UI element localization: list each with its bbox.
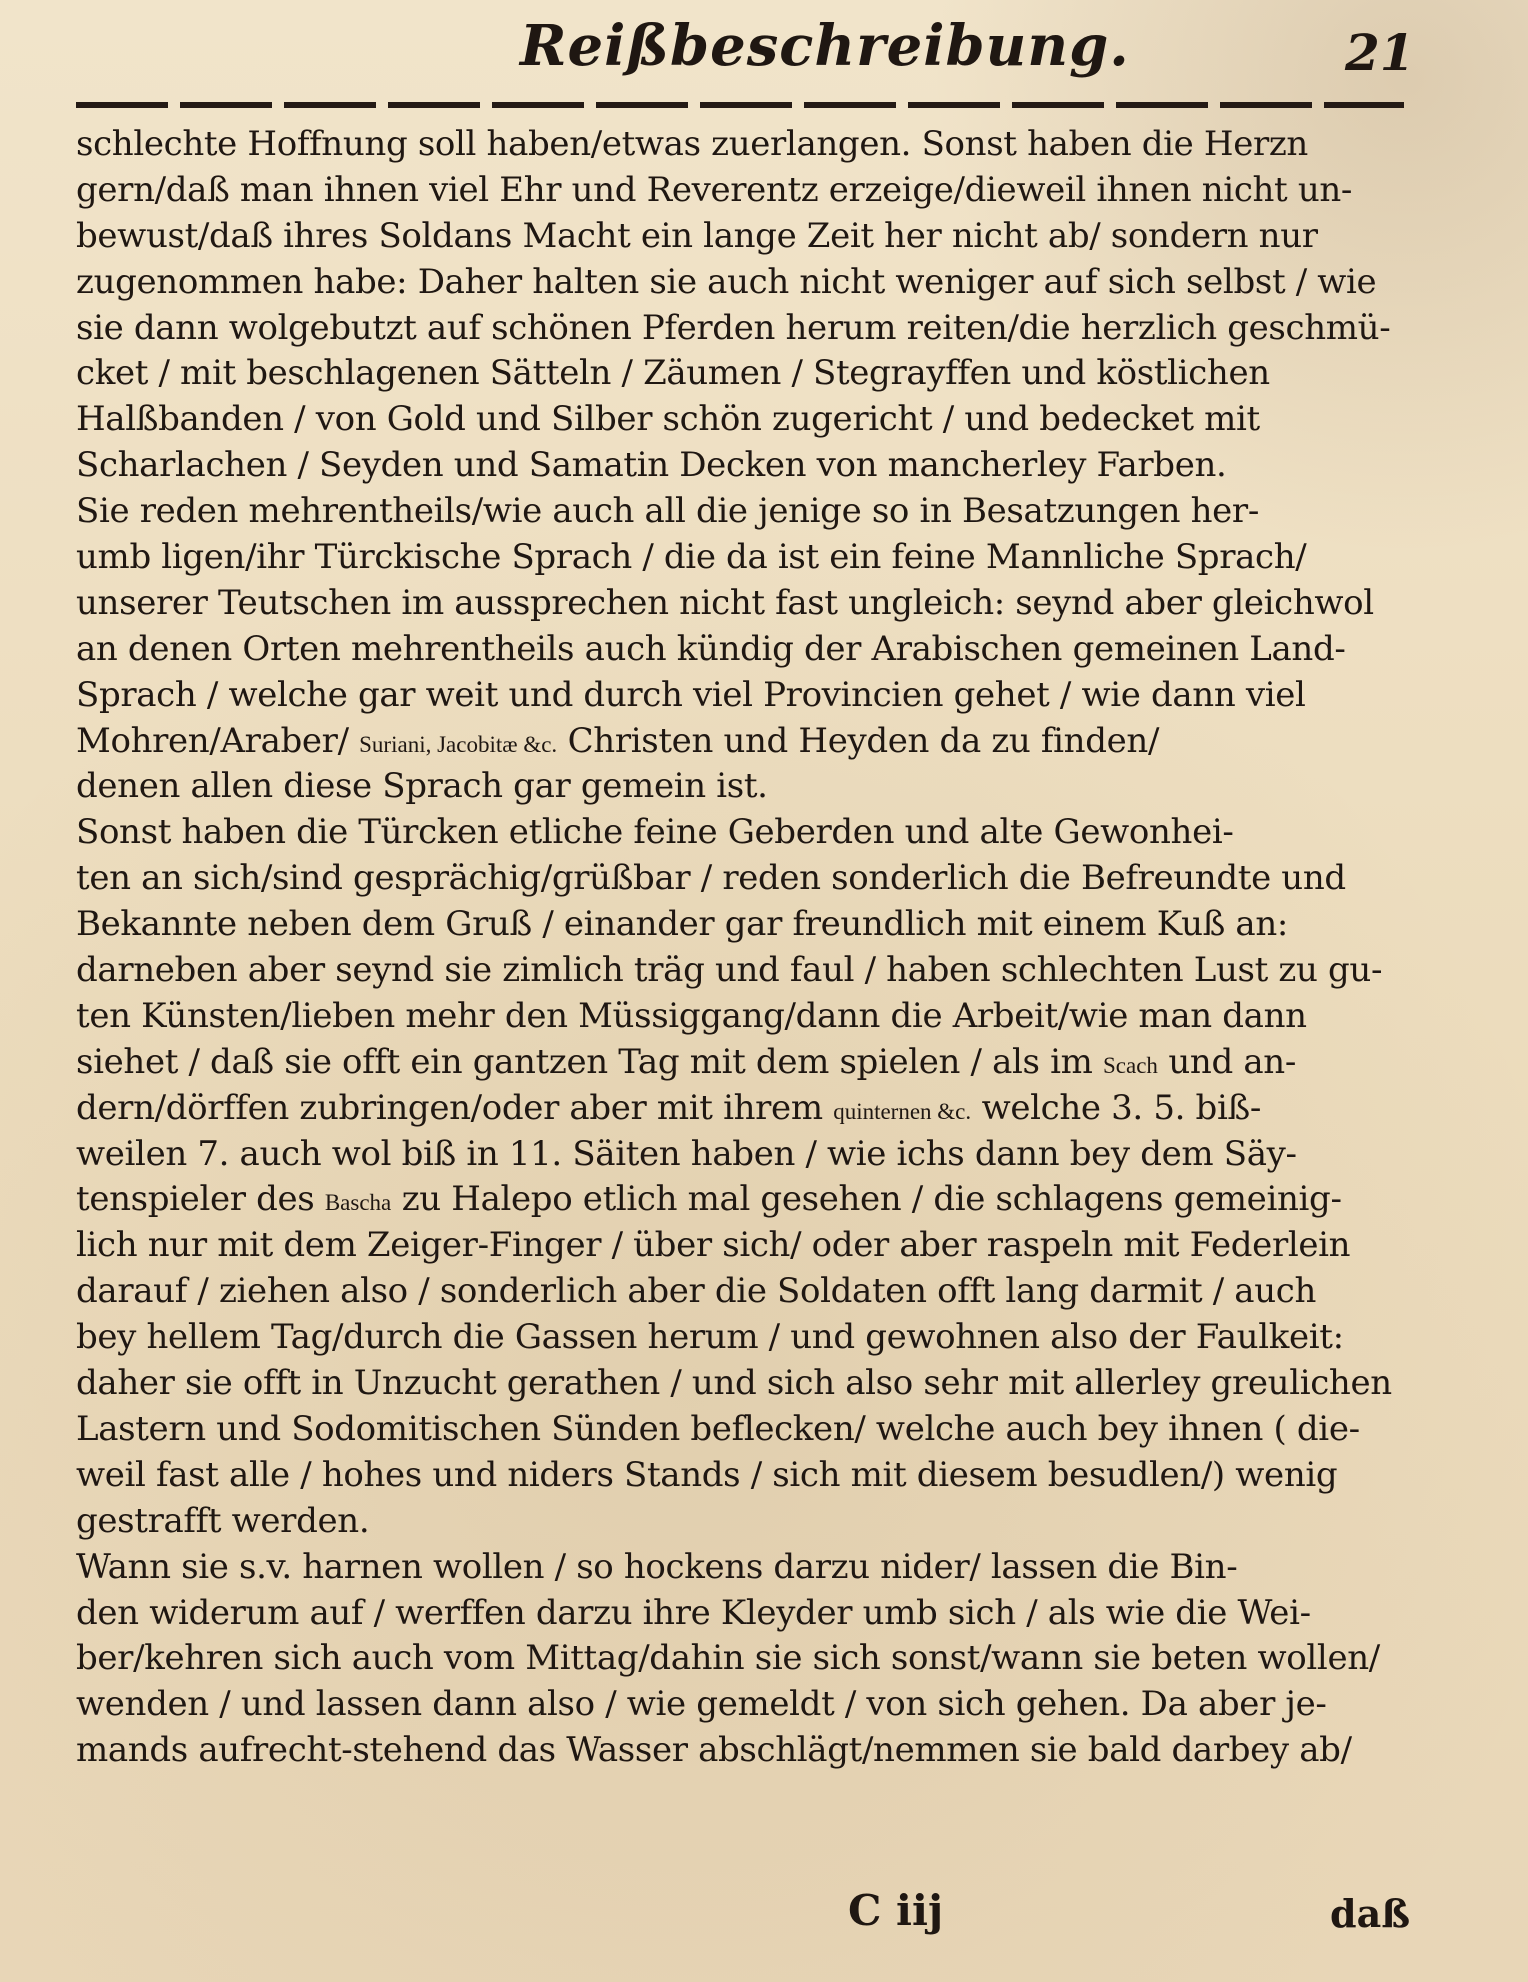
text-line-26: darauf / ziehen also / sonderlich aber die Soldaten offt lang darmit / auch [76, 1271, 1316, 1312]
text-line-36: mands aufrecht-stehend das Wasser abschlägt/nemmen sie bald darbey ab/ [76, 1730, 1352, 1771]
text-line-28: daher sie offt in Unzucht gerathen / und sich also sehr mit allerley greulichen [76, 1363, 1392, 1404]
text-line-35: wenden / und lassen dann also / wie gemeldt / von sich gehen. Da aber je- [76, 1684, 1327, 1725]
running-header-title: Reißbeschreibung. [520, 13, 1130, 79]
catchword: daß [1330, 1891, 1411, 1936]
text-line-27: bey hellem Tag/durch die Gassen herum / und gewohnen also der Faulkeit: [76, 1317, 1344, 1358]
text-line-30: weil fast alle / hohes und niders Stands / sich mit diesem besudlen/) wenig [76, 1454, 1338, 1495]
text-line-1: schlechte Hoffnung soll haben/etwas zuerlangen. Sonst haben die Herzn [76, 124, 1308, 164]
text-line-22: dern/dörffen zubringen/oder aber mit ihrem quinternen &c. welche 3. 5. biß- [76, 1087, 1261, 1128]
page-number: 21 [1345, 23, 1415, 82]
text-line-25: lich nur mit dem Zeiger-Finger / über sich/ oder aber raspeln mit Federlein [76, 1225, 1351, 1266]
text-line-32: Wann sie s.v. harnen wollen / so hockens darzu nider/ lassen die Bin- [76, 1546, 1238, 1587]
text-line-11: unserer Teutschen im aussprechen nicht fast ungleich: seynd aber gleichwol [76, 582, 1374, 623]
text-line-3: bewust/daß ihres Soldans Macht ein lange Zeit her nicht ab/ sondern nur [76, 215, 1318, 256]
text-line-31: gestrafft werden. [76, 1500, 370, 1541]
text-line-29: Lastern und Sodomitischen Sünden beflecken/ welche auch bey ihnen ( die- [76, 1408, 1360, 1449]
text-line-15: denen allen diese Sprach gar gemein ist. [76, 766, 768, 807]
text-line-2: gern/daß man ihnen viel Ehr und Reverentz erzeige/dieweil ihnen nicht un- [76, 169, 1353, 210]
text-line-13: Sprach / welche gar weit und durch viel Provincien gehet / wie dann viel [76, 674, 1306, 715]
text-line-17: ten an sich/sind gesprächig/grüßbar / reden sonderlich die Befreundte und [76, 858, 1346, 899]
signature-mark: C iij [848, 1886, 944, 1935]
text-line-4: zugenommen habe: Daher halten sie auch nicht weniger auf sich selbst / wie [76, 261, 1377, 302]
text-line-34: ber/kehren sich auch vom Mittag/dahin sie sich sonst/wann sie beten wollen/ [76, 1638, 1380, 1679]
text-line-18: Bekannte neben dem Gruß / einander gar freundlich mit einem Kuß an: [76, 904, 1289, 945]
latin-term: quinternen &c. [833, 1098, 972, 1124]
latin-term: Bascha [324, 1190, 392, 1216]
text-line-9: Sie reden mehrentheils/wie auch all die jenige so in Besatzungen her- [76, 491, 1259, 532]
latin-term: Suriani, Jacobitæ &c. [359, 731, 558, 757]
main-text-block [76, 122, 1420, 1774]
text-line-6: cket / mit beschlagenen Sätteln / Zäumen / Stegrayffen und köstlichen [76, 353, 1270, 394]
text-line-10: umb ligen/ihr Türckische Sprach / die da ist ein feine Mannliche Sprach/ [76, 537, 1307, 578]
text-line-24: tenspieler des Bascha zu Halepo etlich mal gesehen / die schlagens gemeinig- [76, 1179, 1342, 1220]
latin-term: Scach [1103, 1052, 1158, 1078]
text-line-16: Sonst haben die Türcken etliche feine Geberden und alte Gewonhei- [76, 812, 1234, 853]
text-line-21: siehet / daß sie offt ein gantzen Tag mit dem spielen / als im Scach und an- [76, 1041, 1296, 1082]
text-line-23: weilen 7. auch wol biß in 11. Säiten haben / wie ichs dann bey dem Säy- [76, 1133, 1297, 1174]
text-line-7: Halßbanden / von Gold und Silber schön zugericht / und bedecket mit [76, 399, 1260, 440]
text-line-5: sie dann wolgebutzt auf schönen Pferden herum reiten/die herzlich geschmü- [76, 307, 1391, 348]
text-line-14: Mohren/Araber/ Suriani, Jacobitæ &c. Christen und Heyden da zu finden/ [76, 720, 1160, 761]
text-line-8: Scharlachen / Seyden und Samatin Decken von mancherley Farben. [76, 445, 1227, 486]
text-line-20: ten Künsten/lieben mehr den Müssiggang/dann die Arbeit/wie man dann [76, 995, 1307, 1036]
text-line-33: den widerum auf / werffen darzu ihre Kleyder umb sich / als wie die Wei- [76, 1592, 1311, 1633]
text-line-12: an denen Orten mehrentheils auch kündig der Arabischen gemeinen Land- [76, 628, 1346, 669]
header-rule [76, 102, 1404, 108]
text-line-19: darneben aber seynd sie zimlich träg und faul / haben schlechten Lust zu gu- [76, 950, 1383, 991]
